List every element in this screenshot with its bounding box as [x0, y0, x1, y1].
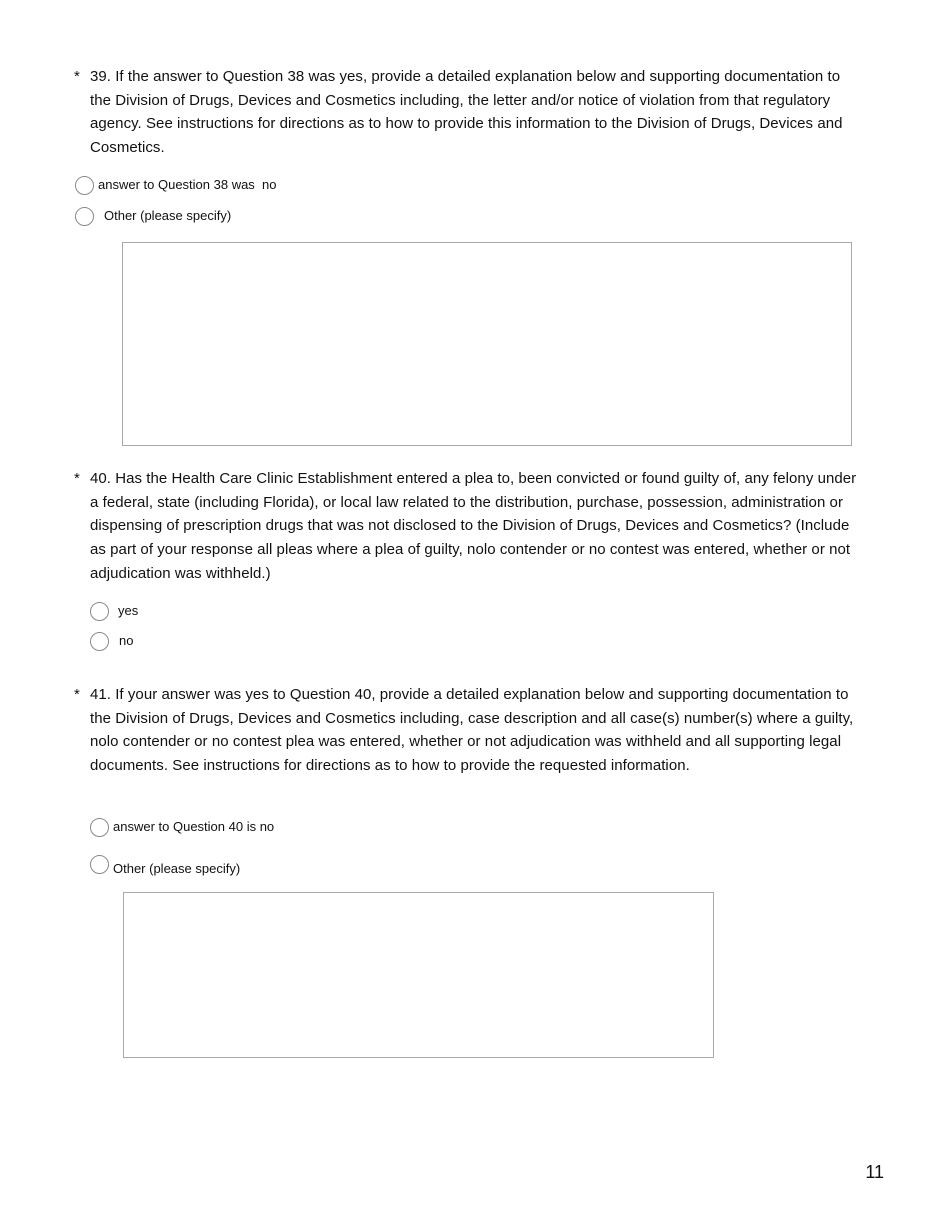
radio-button[interactable] [75, 207, 94, 226]
page-number: 11 [865, 1162, 884, 1182]
question-41-text: 41. If your answer was yes to Question 40, provide a detailed explanation below and supporting documentation to the Division of Drugs, Devices and Cosmetics including, case description and all case(s) number(s) where a guilty, nolo contender or no contest plea was entered, whether or not adjudication was withheld and all supporting legal documents. See instructions for directions as to how to provide the requested information. [90, 686, 854, 775]
q41-option-other-label: Other (please specify) [113, 861, 241, 876]
required-marker: * [74, 68, 80, 85]
q40-option-yes[interactable] [90, 600, 138, 622]
radio-button[interactable] [90, 602, 109, 621]
q39-other-textarea[interactable] [122, 242, 852, 446]
radio-button[interactable] [90, 855, 109, 874]
question-39-text: 39. If the answer to Question 38 was yes, provide a detailed explanation below and supporting documentation to the Division of Drugs, Devices and Cosmetics including, the letter and/or notice of violation from that regulatory agency. See instructions for directions as to how to provide this information to the Division of Drugs, Devices and Cosmetics. [90, 68, 843, 157]
q41-option-no[interactable] [90, 816, 274, 838]
radio-button[interactable] [90, 818, 109, 837]
question-40-text: 40. Has the Health Care Clinic Establishment entered a plea to, been convicted or found guilty of, any felony under a federal, state (including Florida), or local law related to the distribution, purchase, possession, administration or dispensing of prescription drugs that was not disclosed to the Division of Drugs, Devices and Cosmetics? (Include as part of your response all pleas where a plea of guilty, nolo contender or no contest was entered, whether or not adjudication was withheld.) [90, 470, 857, 582]
q40-option-no[interactable] [90, 630, 133, 652]
required-marker: * [74, 470, 80, 487]
q41-option-other[interactable] [90, 853, 240, 875]
required-marker: * [74, 686, 80, 703]
q41-other-textarea[interactable] [123, 892, 714, 1058]
q39-option-no-label: answer to Question 38 was no [98, 177, 277, 192]
radio-button[interactable] [75, 176, 94, 195]
radio-button[interactable] [90, 632, 109, 651]
q41-option-no-label: answer to Question 40 is no [113, 819, 275, 834]
q39-option-no[interactable] [75, 174, 277, 196]
question-41 [74, 683, 864, 778]
q40-option-yes-label: yes [118, 603, 139, 618]
q39-option-other-label: Other (please specify) [104, 208, 232, 223]
question-40 [74, 467, 864, 586]
question-39 [74, 65, 864, 160]
q40-option-no-label: no [119, 633, 134, 648]
q39-option-other[interactable] [75, 205, 231, 227]
